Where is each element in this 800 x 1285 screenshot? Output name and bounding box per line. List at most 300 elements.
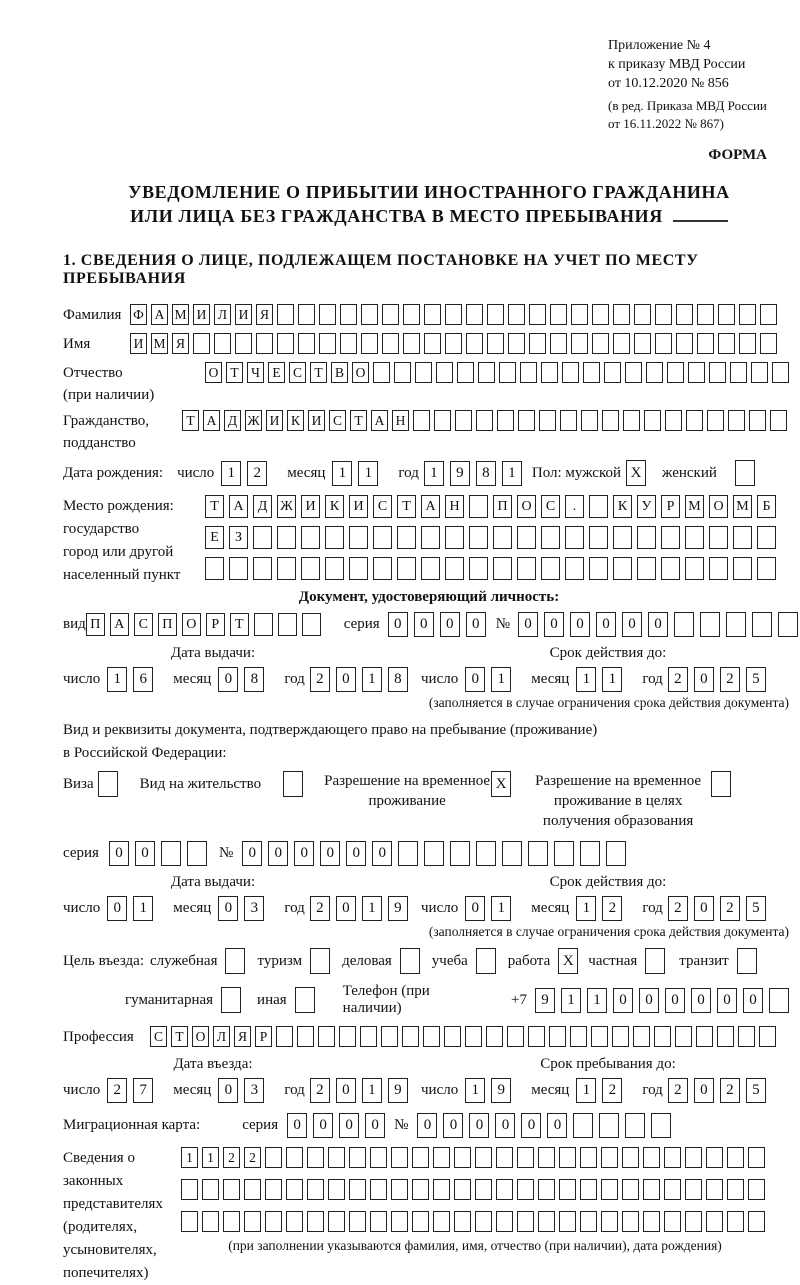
birthplace-row [63,495,795,587]
form-cell: 2 [720,1078,740,1103]
form-cell [223,1211,240,1232]
form-cell: 2 [310,896,330,921]
form-cell [319,304,336,325]
form-cell [469,526,488,549]
id-doc-valid-year-cells [668,667,772,692]
form-cell [433,1179,450,1200]
form-cell [664,1179,681,1200]
form-cell [391,1211,408,1232]
migration-number-cells [417,1113,677,1138]
form-cell: Т [350,410,367,431]
form-cell: 0 [107,896,127,921]
resid-number-label: № [218,845,234,861]
form-cell: И [193,304,210,325]
form-cell: 0 [336,1078,356,1103]
form-cell [759,1026,776,1047]
form-cell [517,526,536,549]
form-cell: Ж [277,495,296,518]
representatives-cells-block [181,1147,769,1254]
form-cell [592,304,609,325]
form-cell [685,526,704,549]
purpose-humanitarian-label: гуманитарная [125,991,214,1008]
form-cell: П [158,613,177,636]
migration-series-label: серия [242,1117,279,1133]
resid-caption: (заполняется в случае ограничения срока действия документа) [428,924,789,939]
title-blank-line [673,206,728,222]
form-cell [508,333,525,354]
form-cell [349,557,368,580]
form-cell [637,557,656,580]
form-cell [187,841,207,866]
purpose-study-label: учеба [431,952,468,969]
form-cell: О [192,1026,209,1047]
form-cell: Т [310,362,327,383]
form-cell [571,304,588,325]
id-doc-kind-cells [86,613,326,636]
form-cell [580,841,600,866]
form-cell [655,304,672,325]
form-cell [328,1147,345,1168]
form-cell [277,304,294,325]
form-cell [466,333,483,354]
form-cell: Ч [247,362,264,383]
resid-number-cells [242,841,632,866]
form-cell [421,557,440,580]
form-cell [424,333,441,354]
form-cell: 8 [388,667,408,692]
form-cell: 0 [466,612,486,637]
form-cell [487,304,504,325]
form-cell [434,410,451,431]
form-cell [676,304,693,325]
form-cell: З [229,526,248,549]
form-cell: Л [214,304,231,325]
form-cell [602,410,619,431]
form-cell [675,1026,692,1047]
form-cell [370,1147,387,1168]
stay-day-cells [465,1078,517,1103]
form-cell [643,1147,660,1168]
form-cell [445,526,464,549]
purpose-work-label: работа [507,952,551,969]
form-cell [760,333,777,354]
sex-female-checkbox [735,460,755,486]
form-cell [718,333,735,354]
form-cell: 0 [109,841,129,866]
form-cell: А [229,495,248,518]
form-cell: Т [182,410,199,431]
surname-row [63,304,795,326]
form-cell [709,362,726,383]
rvp-label: Разрешение на временное проживание [324,773,491,809]
form-cell: 1 [221,461,241,486]
form-cell [613,304,630,325]
form-cell: 0 [665,988,685,1013]
form-cell [286,1147,303,1168]
form-cell: К [325,495,344,518]
form-cell: 1 [107,667,127,692]
form-cell: 0 [521,1113,541,1138]
birthdate-day-cells [221,461,273,486]
form-cell [466,304,483,325]
entry-date: число 2 7 месяц 0 3 год 2 0 1 9 [63,1078,421,1103]
form-cell: 0 [648,612,668,637]
form-cell [760,304,777,325]
migration-card-row [63,1113,795,1138]
form-cell: 1 [362,896,382,921]
id-doc-issue-month-cells [218,667,270,692]
form-cell [651,1113,671,1138]
form-cell: Я [256,304,273,325]
name-row [63,333,795,355]
form-cell [487,333,504,354]
edition-line: от 16.11.2022 № 867) [608,116,725,131]
rvp-checkbox: X [491,771,511,797]
form-cell [517,557,536,580]
migration-number-label: № [394,1117,409,1133]
form-cell: 0 [443,1113,463,1138]
form-cell: Р [661,495,680,518]
form-cell [550,333,567,354]
form-cell: А [371,410,388,431]
form-cell: 1 [424,461,444,486]
form-cell [739,333,756,354]
form-label: ФОРМА [708,147,767,163]
appendix-line: Приложение № 4 [608,38,711,53]
form-cell: К [287,410,304,431]
form-cell: Т [205,495,224,518]
appendix-line: от 10.12.2020 № 856 [608,76,729,91]
title-line2: ИЛИ ЛИЦА БЕЗ ГРАЖДАНСТВА В МЕСТО ПРЕБЫВАНИЯ [63,204,795,228]
form-cell [496,1147,513,1168]
form-cell [667,362,684,383]
form-cell [778,612,798,637]
form-cell: И [349,495,368,518]
form-cell [646,362,663,383]
form-cell [382,333,399,354]
form-cell [674,612,694,637]
form-cell [413,410,430,431]
form-cell [625,1113,645,1138]
form-cell [727,1211,744,1232]
form-cell [589,557,608,580]
form-cell [549,1026,566,1047]
form-cell [301,557,320,580]
sex-female-label: женский [662,464,717,481]
form-cell [709,557,728,580]
form-cell [307,1179,324,1200]
form-cell: 0 [414,612,434,637]
citizenship-row [63,410,795,454]
form-cell: И [301,495,320,518]
form-cell [733,526,752,549]
form-cell [277,526,296,549]
purpose-transit-checkbox [737,948,757,974]
birthdate-year-cells [424,461,528,486]
form-cell [319,333,336,354]
form-cell: 0 [440,612,460,637]
form-cell [493,557,512,580]
form-cell: 2 [668,896,688,921]
form-cell: М [685,495,704,518]
appendix-block [608,36,793,133]
form-cell [613,333,630,354]
form-cell [349,1179,366,1200]
form-cell: 0 [336,896,356,921]
form-cell: 0 [287,1113,307,1138]
form-cell: 0 [320,841,340,866]
form-cell [298,304,315,325]
form-cell: 0 [465,667,485,692]
form-cell [253,526,272,549]
form-cell: 0 [346,841,366,866]
form-cell [423,1026,440,1047]
form-cell [403,333,420,354]
form-cell [559,1147,576,1168]
sex-male-checkbox: X [626,460,646,486]
entry-date-heading: Дата въезда: [173,1056,253,1072]
form-cell [752,612,772,637]
form-cell: Ф [130,304,147,325]
form-cell: 5 [746,896,766,921]
form-cell [622,1179,639,1200]
form-cell: 0 [596,612,616,637]
form-cell: 1 [576,667,596,692]
form-cell: 0 [268,841,288,866]
form-cell: 0 [417,1113,437,1138]
form-cell [591,1026,608,1047]
form-cell: 0 [218,896,238,921]
form-cell: 0 [544,612,564,637]
form-cell [612,1026,629,1047]
form-cell [475,1147,492,1168]
form-cell: 2 [244,1147,261,1168]
stay-year-cells [668,1078,772,1103]
purpose-other-label: иная [257,991,287,1008]
form-cell [529,333,546,354]
form-cell [757,557,776,580]
form-cell [664,1147,681,1168]
form-cell: У [637,495,656,518]
form-cell: Т [397,495,416,518]
form-cell: 0 [242,841,262,866]
profession-cells [150,1026,780,1047]
form-cell [685,1179,702,1200]
form-cell [360,1026,377,1047]
form-cell [424,304,441,325]
form-cell: 0 [694,896,714,921]
form-cell [286,1179,303,1200]
form-cell: 1 [602,667,622,692]
form-cell [397,557,416,580]
birthplace-cells-3 [205,557,781,580]
form-cell [580,1211,597,1232]
entry-dates [63,1078,795,1103]
form-cell [394,362,411,383]
id-doc-caption: (заполняется в случае ограничения срока действия документа) [428,695,789,710]
form-cell [685,557,704,580]
stay-month-cells [576,1078,628,1103]
form-cell: Б [757,495,776,518]
form-cell [445,557,464,580]
resid-valid-date: число 0 1 месяц 1 2 год 2 0 2 5 [421,896,795,921]
surname-label: Фамилия [63,307,122,323]
form-cell [382,304,399,325]
profession-label: Профессия [63,1029,134,1045]
form-cell [373,362,390,383]
form-cell [573,1113,593,1138]
residence-permit-checkbox [283,771,303,797]
form-cell [397,526,416,549]
purpose-private-checkbox [645,948,665,974]
form-cell: 8 [244,667,264,692]
form-cell: 1 [358,461,378,486]
form-cell [478,362,495,383]
form-cell: 1 [561,988,581,1013]
purpose-business-checkbox [400,948,420,974]
form-cell: 0 [570,612,590,637]
form-cell [349,526,368,549]
form-cell [559,1211,576,1232]
purpose-study-checkbox [476,948,496,974]
birthdate-day: число 1 2 [177,461,273,486]
birthdate-row [63,460,795,486]
form-cell [772,362,789,383]
form-cell [550,304,567,325]
form-cell [717,1026,734,1047]
form-cell [214,333,231,354]
form-cell [286,1211,303,1232]
form-cell: 0 [218,667,238,692]
form-cell [637,526,656,549]
id-doc-valid-date: число 0 1 месяц 1 1 год 2 0 2 5 [421,667,795,692]
resid-valid-month-cells [576,896,628,921]
form-cell [307,1147,324,1168]
resid-dates [63,896,795,921]
form-cell: А [110,613,129,636]
form-cell: 5 [746,667,766,692]
form-cell: 0 [622,612,642,637]
form-cell [496,1179,513,1200]
form-cell: Т [230,613,249,636]
appendix-line: к приказу МВД России [608,57,746,72]
form-cell: 2 [107,1078,127,1103]
form-cell: 0 [465,896,485,921]
form-cell: И [235,304,252,325]
form-cell: Ж [245,410,262,431]
form-cell: 0 [365,1113,385,1138]
form-cell [202,1211,219,1232]
form-cell [565,526,584,549]
form-cell [769,988,789,1013]
form-cell [235,333,252,354]
profession-row [63,1026,795,1048]
phone-prefix: +7 [511,991,527,1008]
form-cell [749,410,766,431]
form-cell [277,333,294,354]
resid-date-headings [63,874,795,896]
form-cell [622,1211,639,1232]
visa-label: Виза [63,776,94,792]
form-cell: 1 [133,896,153,921]
form-cell [254,613,273,636]
form-cell: 5 [746,1078,766,1103]
form-cell [697,304,714,325]
form-cell: Д [253,495,272,518]
form-cell [244,1179,261,1200]
form-cell [469,495,488,518]
form-cell [302,613,321,636]
form-cell: 1 [587,988,607,1013]
form-cell [307,1211,324,1232]
id-doc-row [63,612,795,637]
form-cell: С [329,410,346,431]
form-cell: Л [213,1026,230,1047]
form-cell: 0 [518,612,538,637]
form-cell [685,1211,702,1232]
form-cell [686,410,703,431]
form-cell [529,304,546,325]
representatives-caption: (при заполнении указываются фамилия, имя, отчество (при наличии), дата рождения) [228,1238,722,1253]
stay-until-heading: Срок пребывания до: [540,1056,676,1072]
id-doc-number-cells [518,612,800,637]
form-cell [412,1211,429,1232]
form-cell: М [733,495,752,518]
form-cell [571,333,588,354]
form-cell [757,526,776,549]
form-cell [707,410,724,431]
form-cell [685,1147,702,1168]
form-cell [328,1179,345,1200]
visa-checkbox [98,771,118,797]
form-cell [570,1026,587,1047]
form-cell [278,613,297,636]
purpose-tourism-label: туризм [257,952,303,969]
form-cell [318,1026,335,1047]
form-cell: 3 [244,896,264,921]
form-cell [496,1211,513,1232]
form-cell: 1 [181,1147,198,1168]
form-cell [325,557,344,580]
form-cell [518,410,535,431]
form-cell [634,304,651,325]
id-doc-issue-date: число 1 6 месяц 0 8 год 2 0 1 8 [63,667,421,692]
representatives-label: Сведения о законных представителях (родителях, усыновителях, попечителях) [63,1150,163,1281]
form-cell [520,362,537,383]
form-cell: 2 [310,1078,330,1103]
form-cell [450,841,470,866]
form-cell: О [352,362,369,383]
form-cell: 0 [613,988,633,1013]
form-cell [455,410,472,431]
id-doc-valid-day-cells [465,667,517,692]
form-cell: С [134,613,153,636]
form-cell [688,362,705,383]
form-cell [643,1211,660,1232]
form-cell [381,1026,398,1047]
form-cell [373,557,392,580]
id-doc-issue-heading: Дата выдачи: [170,645,256,661]
form-cell [181,1179,198,1200]
birthplace-cells-1 [205,495,781,518]
form-cell [361,304,378,325]
form-cell [718,304,735,325]
form-cell [412,1179,429,1200]
form-cell [539,410,556,431]
id-doc-heading: Документ, удостоверяющий личность: [298,589,560,605]
form-cell [253,557,272,580]
form-cell [706,1147,723,1168]
